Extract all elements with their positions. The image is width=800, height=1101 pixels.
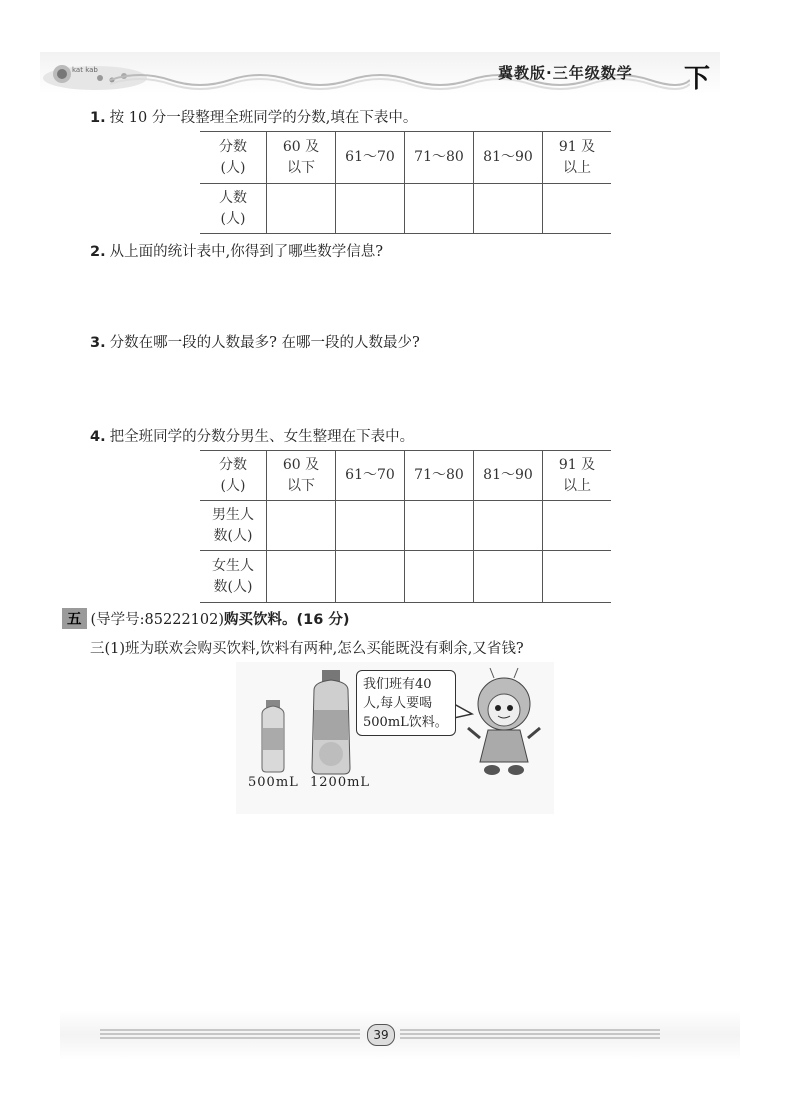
answer-cell[interactable] bbox=[474, 501, 543, 551]
column-header: 81～90 bbox=[474, 132, 543, 184]
column-header: 60 及 以下 bbox=[267, 451, 336, 501]
answer-cell[interactable] bbox=[267, 184, 336, 234]
question-2-number: 2. bbox=[90, 244, 106, 260]
answer-cell[interactable] bbox=[336, 184, 405, 234]
answer-cell[interactable] bbox=[543, 501, 612, 551]
column-header: 61～70 bbox=[336, 451, 405, 501]
speech-bubble: 我们班有40 人,每人要喝 500mL饮料。 bbox=[356, 670, 456, 736]
answer-cell[interactable] bbox=[336, 551, 405, 603]
row-label: 人数 (人) bbox=[200, 184, 267, 234]
answer-cell[interactable] bbox=[405, 184, 474, 234]
header-volume: 下 bbox=[684, 64, 711, 94]
column-header: 81～90 bbox=[474, 451, 543, 501]
table-row bbox=[200, 551, 611, 603]
column-header: 71～80 bbox=[405, 451, 474, 501]
svg-text:kat kab: kat kab bbox=[72, 66, 98, 74]
row-label: 女生人 数(人) bbox=[200, 551, 267, 603]
bottle-large-label: 1200mL bbox=[310, 775, 371, 790]
question-2 bbox=[90, 240, 383, 261]
bottle-small-label: 500mL bbox=[248, 775, 299, 790]
header-label-cell: 分数 (人) bbox=[200, 132, 267, 184]
section-5-guide: (导学号:85222102) bbox=[90, 612, 225, 628]
answer-cell[interactable] bbox=[543, 184, 612, 234]
section-5-number: 五 bbox=[62, 608, 87, 629]
answer-cell[interactable] bbox=[405, 551, 474, 603]
question-2-text: 从上面的统计表中,你得到了哪些数学信息? bbox=[109, 244, 383, 260]
column-header: 71～80 bbox=[405, 132, 474, 184]
section-5-problem: 三(1)班为联欢会购买饮料,饮料有两种,怎么买能既没有剩余,又省钱? bbox=[90, 641, 524, 657]
question-3-number: 3. bbox=[90, 335, 106, 351]
column-header: 60 及 以下 bbox=[267, 132, 336, 184]
footer-line-left bbox=[100, 1024, 360, 1044]
answer-cell[interactable] bbox=[474, 184, 543, 234]
score-table bbox=[200, 131, 611, 234]
question-1-number: 1. bbox=[90, 110, 106, 126]
column-header: 91 及 以上 bbox=[543, 132, 612, 184]
header-label-cell: 分数 (人) bbox=[200, 451, 267, 501]
question-4-text: 把全班同学的分数分男生、女生整理在下表中。 bbox=[109, 429, 415, 445]
question-1-text: 按 10 分一段整理全班同学的分数,填在下表中。 bbox=[109, 110, 418, 126]
question-3 bbox=[90, 331, 420, 352]
table-header-row bbox=[200, 132, 611, 184]
row-label: 男生人 数(人) bbox=[200, 501, 267, 551]
question-1 bbox=[90, 106, 417, 127]
header-title: 冀教版·三年级数学 bbox=[498, 64, 633, 82]
answer-cell[interactable] bbox=[474, 551, 543, 603]
column-header: 91 及 以上 bbox=[543, 451, 612, 501]
section-5-title: 购买饮料。(16 分) bbox=[224, 612, 350, 628]
question-4-number: 4. bbox=[90, 429, 106, 445]
answer-cell[interactable] bbox=[267, 501, 336, 551]
answer-cell[interactable] bbox=[543, 551, 612, 603]
answer-cell[interactable] bbox=[405, 501, 474, 551]
answer-cell[interactable] bbox=[267, 551, 336, 603]
gender-score-table bbox=[200, 450, 611, 603]
section-5-heading bbox=[62, 608, 350, 629]
question-4 bbox=[90, 425, 414, 446]
table-row bbox=[200, 184, 611, 234]
question-3-text: 分数在哪一段的人数最多? 在哪一段的人数最少? bbox=[109, 335, 420, 351]
footer-line-right bbox=[400, 1024, 660, 1044]
table-header-row bbox=[200, 451, 611, 501]
page-number: 39 bbox=[367, 1024, 395, 1046]
answer-cell[interactable] bbox=[336, 501, 405, 551]
column-header: 61～70 bbox=[336, 132, 405, 184]
table-row bbox=[200, 501, 611, 551]
